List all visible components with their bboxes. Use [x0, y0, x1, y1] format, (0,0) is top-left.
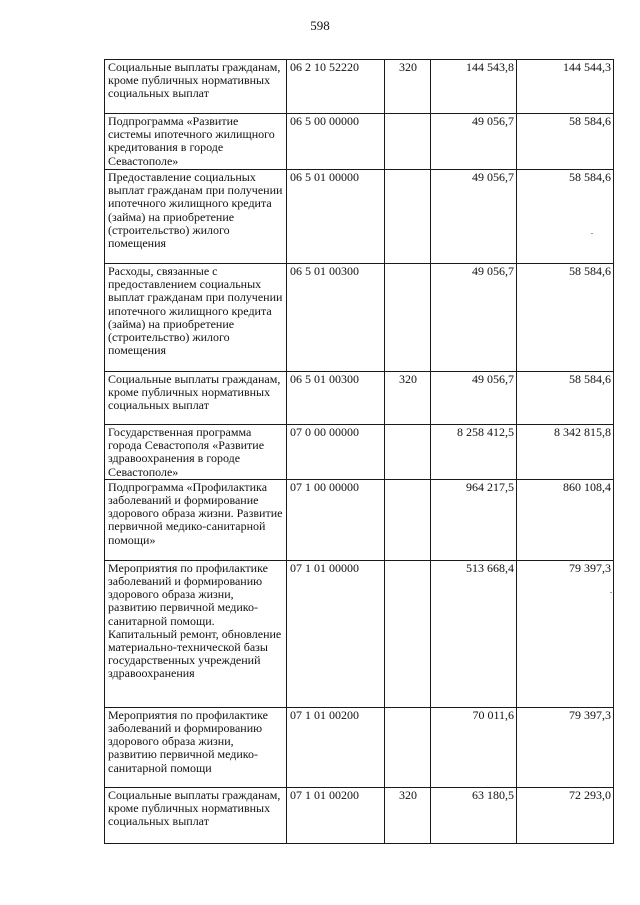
row-value-1-cell: 8 258 412,5: [431, 425, 517, 480]
row-value-1-cell: 49 056,7: [431, 170, 517, 264]
table-row: [105, 170, 614, 264]
row-type-cell: 320: [385, 372, 431, 425]
table-row: [105, 60, 614, 114]
row-value-2-cell: 79 397,3: [517, 707, 614, 787]
row-name-cell: Предоставление социальных выплат гражданам при получении ипотечного жилищного кредита (займа) на приобретение (строительство) жилого помещения: [105, 170, 287, 264]
row-value-1-cell: 70 011,6: [431, 707, 517, 787]
row-type-cell: 320: [385, 787, 431, 843]
row-type-cell: [385, 479, 431, 560]
row-value-1-cell: 63 180,5: [431, 787, 517, 843]
row-name-cell: Социальные выплаты гражданам, кроме публичных нормативных социальных выплат: [105, 60, 287, 114]
row-value-2-cell: 58 584,6: [517, 372, 614, 425]
row-type-cell: [385, 425, 431, 480]
row-type-cell: [385, 707, 431, 787]
table-row: [105, 560, 614, 707]
row-value-1-cell: 964 217,5: [431, 479, 517, 560]
row-type-cell: [385, 560, 431, 707]
row-code-cell: 07 1 01 00200: [287, 787, 385, 843]
row-code-cell: 06 5 01 00300: [287, 372, 385, 425]
row-value-2-cell: 58 584,6: [517, 114, 614, 170]
row-name-cell: Социальные выплаты гражданам, кроме публичных нормативных социальных выплат: [105, 372, 287, 425]
row-value-1-cell: 49 056,7: [431, 264, 517, 372]
row-type-cell: [385, 170, 431, 264]
budget-table-body: [105, 60, 614, 844]
row-value-1-cell: 49 056,7: [431, 114, 517, 170]
row-type-cell: [385, 264, 431, 372]
row-code-cell: 06 5 01 00300: [287, 264, 385, 372]
row-value-2-cell: 58 584,6: [517, 170, 614, 264]
budget-table: [104, 59, 614, 844]
row-value-2-cell: 144 544,3: [517, 60, 614, 114]
table-row: [105, 114, 614, 170]
row-value-2-cell: 860 108,4: [517, 479, 614, 560]
row-value-2-cell: 58 584,6: [517, 264, 614, 372]
row-type-cell: [385, 114, 431, 170]
row-name-cell: Подпрограмма «Развитие системы ипотечного жилищного кредитования в городе Севастополе»: [105, 114, 287, 170]
row-code-cell: 07 1 01 00200: [287, 707, 385, 787]
row-name-cell: Мероприятия по профилактике заболеваний и формированию здорового образа жизни, развитию первичной медико-санитарной помощи: [105, 707, 287, 787]
row-value-2-cell: 72 293,0: [517, 787, 614, 843]
row-value-1-cell: 144 543,8: [431, 60, 517, 114]
row-code-cell: 06 2 10 52220: [287, 60, 385, 114]
row-value-2-cell: 79 397,3: [517, 560, 614, 707]
table-row: [105, 372, 614, 425]
table-row: [105, 787, 614, 843]
scan-speck: [591, 233, 593, 234]
table-row: [105, 479, 614, 560]
row-code-cell: 07 0 00 00000: [287, 425, 385, 480]
row-code-cell: 07 1 01 00000: [287, 560, 385, 707]
page-number: 598: [310, 18, 330, 33]
row-code-cell: 06 5 01 00000: [287, 170, 385, 264]
scan-speck: [610, 592, 612, 593]
table-row: [105, 707, 614, 787]
row-type-cell: 320: [385, 60, 431, 114]
table-row: [105, 264, 614, 372]
row-value-1-cell: 49 056,7: [431, 372, 517, 425]
row-name-cell: Расходы, связанные с предоставлением социальных выплат гражданам при получении ипотечного жилищного кредита (займа) на приобретение (строительство) жилого помещения: [105, 264, 287, 372]
row-code-cell: 06 5 00 00000: [287, 114, 385, 170]
row-name-cell: Мероприятия по профилактике заболеваний и формированию здорового образа жизни, развитию первичной медико-санитарной помощи. Капитальный ремонт, обновление материально-технической базы государственных учреждений здравоохранения: [105, 560, 287, 707]
row-value-2-cell: 8 342 815,8: [517, 425, 614, 480]
table-row: [105, 425, 614, 480]
row-name-cell: Подпрограмма «Профилактика заболеваний и формирование здорового образа жизни. Развитие первичной медико-санитарной помощи»: [105, 479, 287, 560]
row-value-1-cell: 513 668,4: [431, 560, 517, 707]
row-name-cell: Государственная программа города Севастополя «Развитие здравоохранения в городе Севастополе»: [105, 425, 287, 480]
row-name-cell: Социальные выплаты гражданам, кроме публичных нормативных социальных выплат: [105, 787, 287, 843]
row-code-cell: 07 1 00 00000: [287, 479, 385, 560]
